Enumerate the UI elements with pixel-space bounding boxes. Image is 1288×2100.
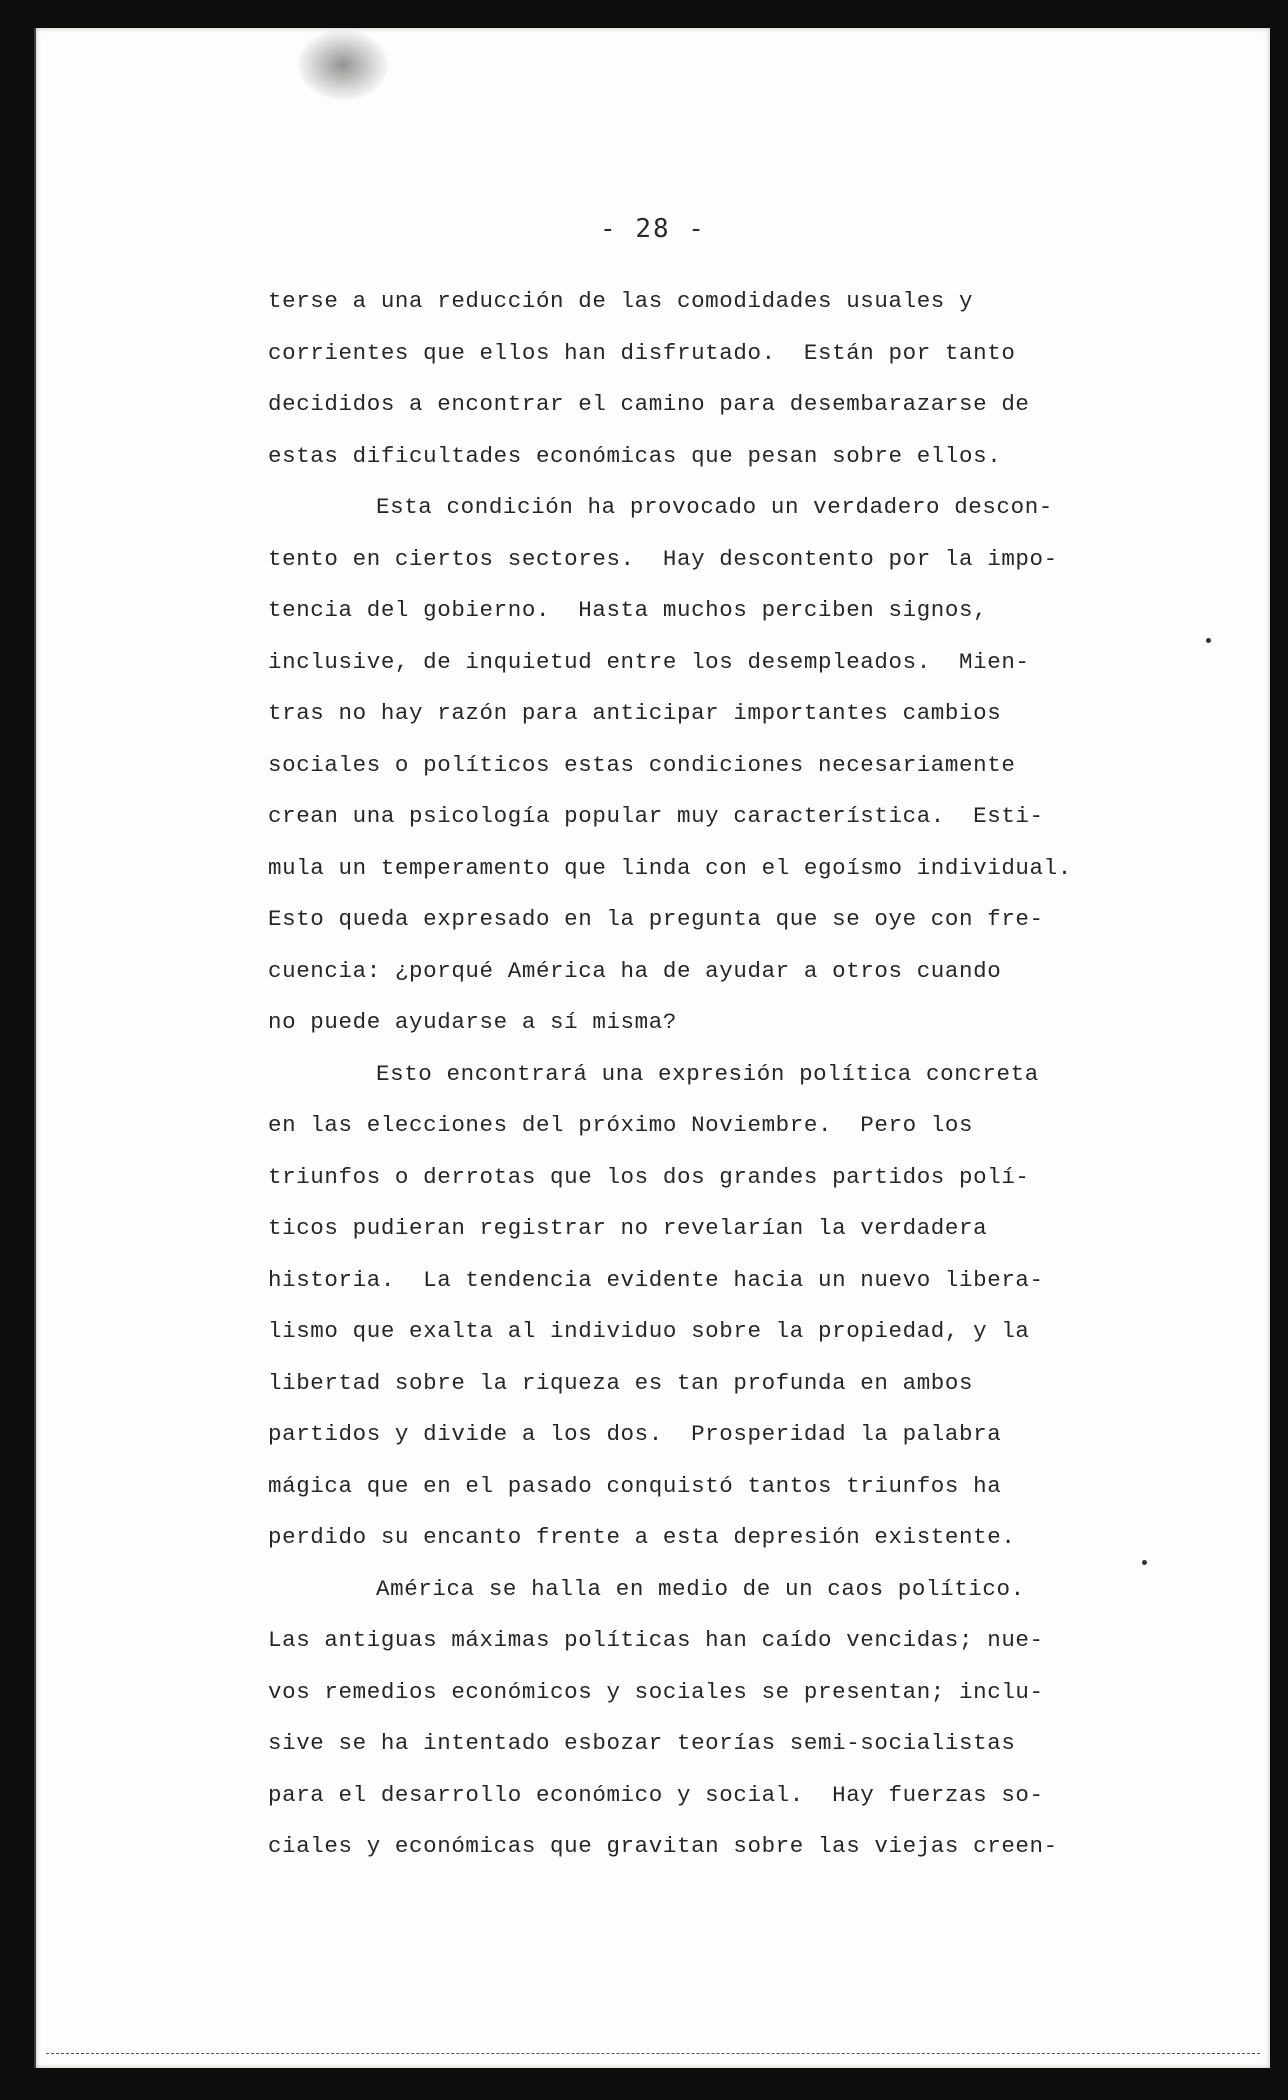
text-line: Esto queda expresado en la pregunta que se oye con fre- bbox=[268, 906, 1044, 932]
text-line: sive se ha intentado esbozar teorías semi-socialistas bbox=[268, 1730, 1016, 1756]
text-line: estas dificultades económicas que pesan sobre ellos. bbox=[268, 442, 1002, 469]
text-line: decididos a encontrar el camino para desembarazarse de bbox=[268, 391, 1030, 417]
margin-mark bbox=[1206, 638, 1211, 643]
document-page bbox=[34, 28, 1270, 2068]
text-line: tencia del gobierno. Hasta muchos perciben signos, bbox=[268, 597, 988, 623]
text-line: crean una psicología popular muy característica. Esti- bbox=[268, 803, 1044, 829]
text-line: en las elecciones del próximo Noviembre. Pero los bbox=[268, 1112, 974, 1138]
text-line: terse a una reducción de las comodidades usuales y bbox=[268, 288, 974, 314]
text-line: ticos pudieran registrar no revelarían la verdadera bbox=[268, 1215, 988, 1241]
page-edge bbox=[46, 2053, 1260, 2054]
text-line: sociales o políticos estas condiciones necesariamente bbox=[268, 751, 1016, 778]
text-line: historia. La tendencia evidente hacia un nuevo libera- bbox=[268, 1266, 1044, 1293]
text-line: mula un temperamento que linda con el egoísmo individual. bbox=[268, 854, 1072, 881]
margin-mark bbox=[1142, 1560, 1147, 1565]
text-line: vos remedios económicos y sociales se presentan; inclu- bbox=[268, 1678, 1044, 1705]
text-line: cuencia: ¿porqué América ha de ayudar a otros cuando bbox=[268, 957, 1002, 984]
text-line: mágica que en el pasado conquistó tantos triunfos ha bbox=[268, 1472, 1002, 1499]
text-line: ciales y económicas que gravitan sobre las viejas creen- bbox=[268, 1833, 1058, 1859]
text-line: lismo que exalta al individuo sobre la propiedad, y la bbox=[268, 1318, 1030, 1344]
text-line: no puede ayudarse a sí misma? bbox=[268, 1009, 677, 1035]
body-text bbox=[268, 276, 1168, 1873]
text-line: partidos y divide a los dos. Prosperidad la palabra bbox=[268, 1421, 1002, 1447]
text-line: corrientes que ellos han disfrutado. Están por tanto bbox=[268, 339, 1016, 366]
text-line: perdido su encanto frente a esta depresión existente. bbox=[268, 1524, 1016, 1550]
text-line: tento en ciertos sectores. Hay descontento por la impo- bbox=[268, 545, 1058, 572]
text-line: Las antiguas máximas políticas han caído vencidas; nue- bbox=[268, 1627, 1044, 1653]
text-line: para el desarrollo económico y social. Hay fuerzas so- bbox=[268, 1781, 1044, 1808]
text-line: triunfos o derrotas que los dos grandes partidos polí- bbox=[268, 1163, 1030, 1190]
text-line: Esto encontrará una expresión política concreta bbox=[376, 1060, 1039, 1087]
page-number: - 28 - bbox=[600, 214, 706, 244]
ink-smudge bbox=[298, 30, 388, 100]
text-line: libertad sobre la riqueza es tan profunda en ambos bbox=[268, 1369, 974, 1396]
text-line: Esta condición ha provocado un verdadero descon- bbox=[376, 494, 1053, 520]
text-line: tras no hay razón para anticipar importantes cambios bbox=[268, 700, 1002, 726]
text-line: América se halla en medio de un caos político. bbox=[376, 1575, 1025, 1602]
text-line: inclusive, de inquietud entre los desempleados. Mien- bbox=[268, 648, 1030, 675]
